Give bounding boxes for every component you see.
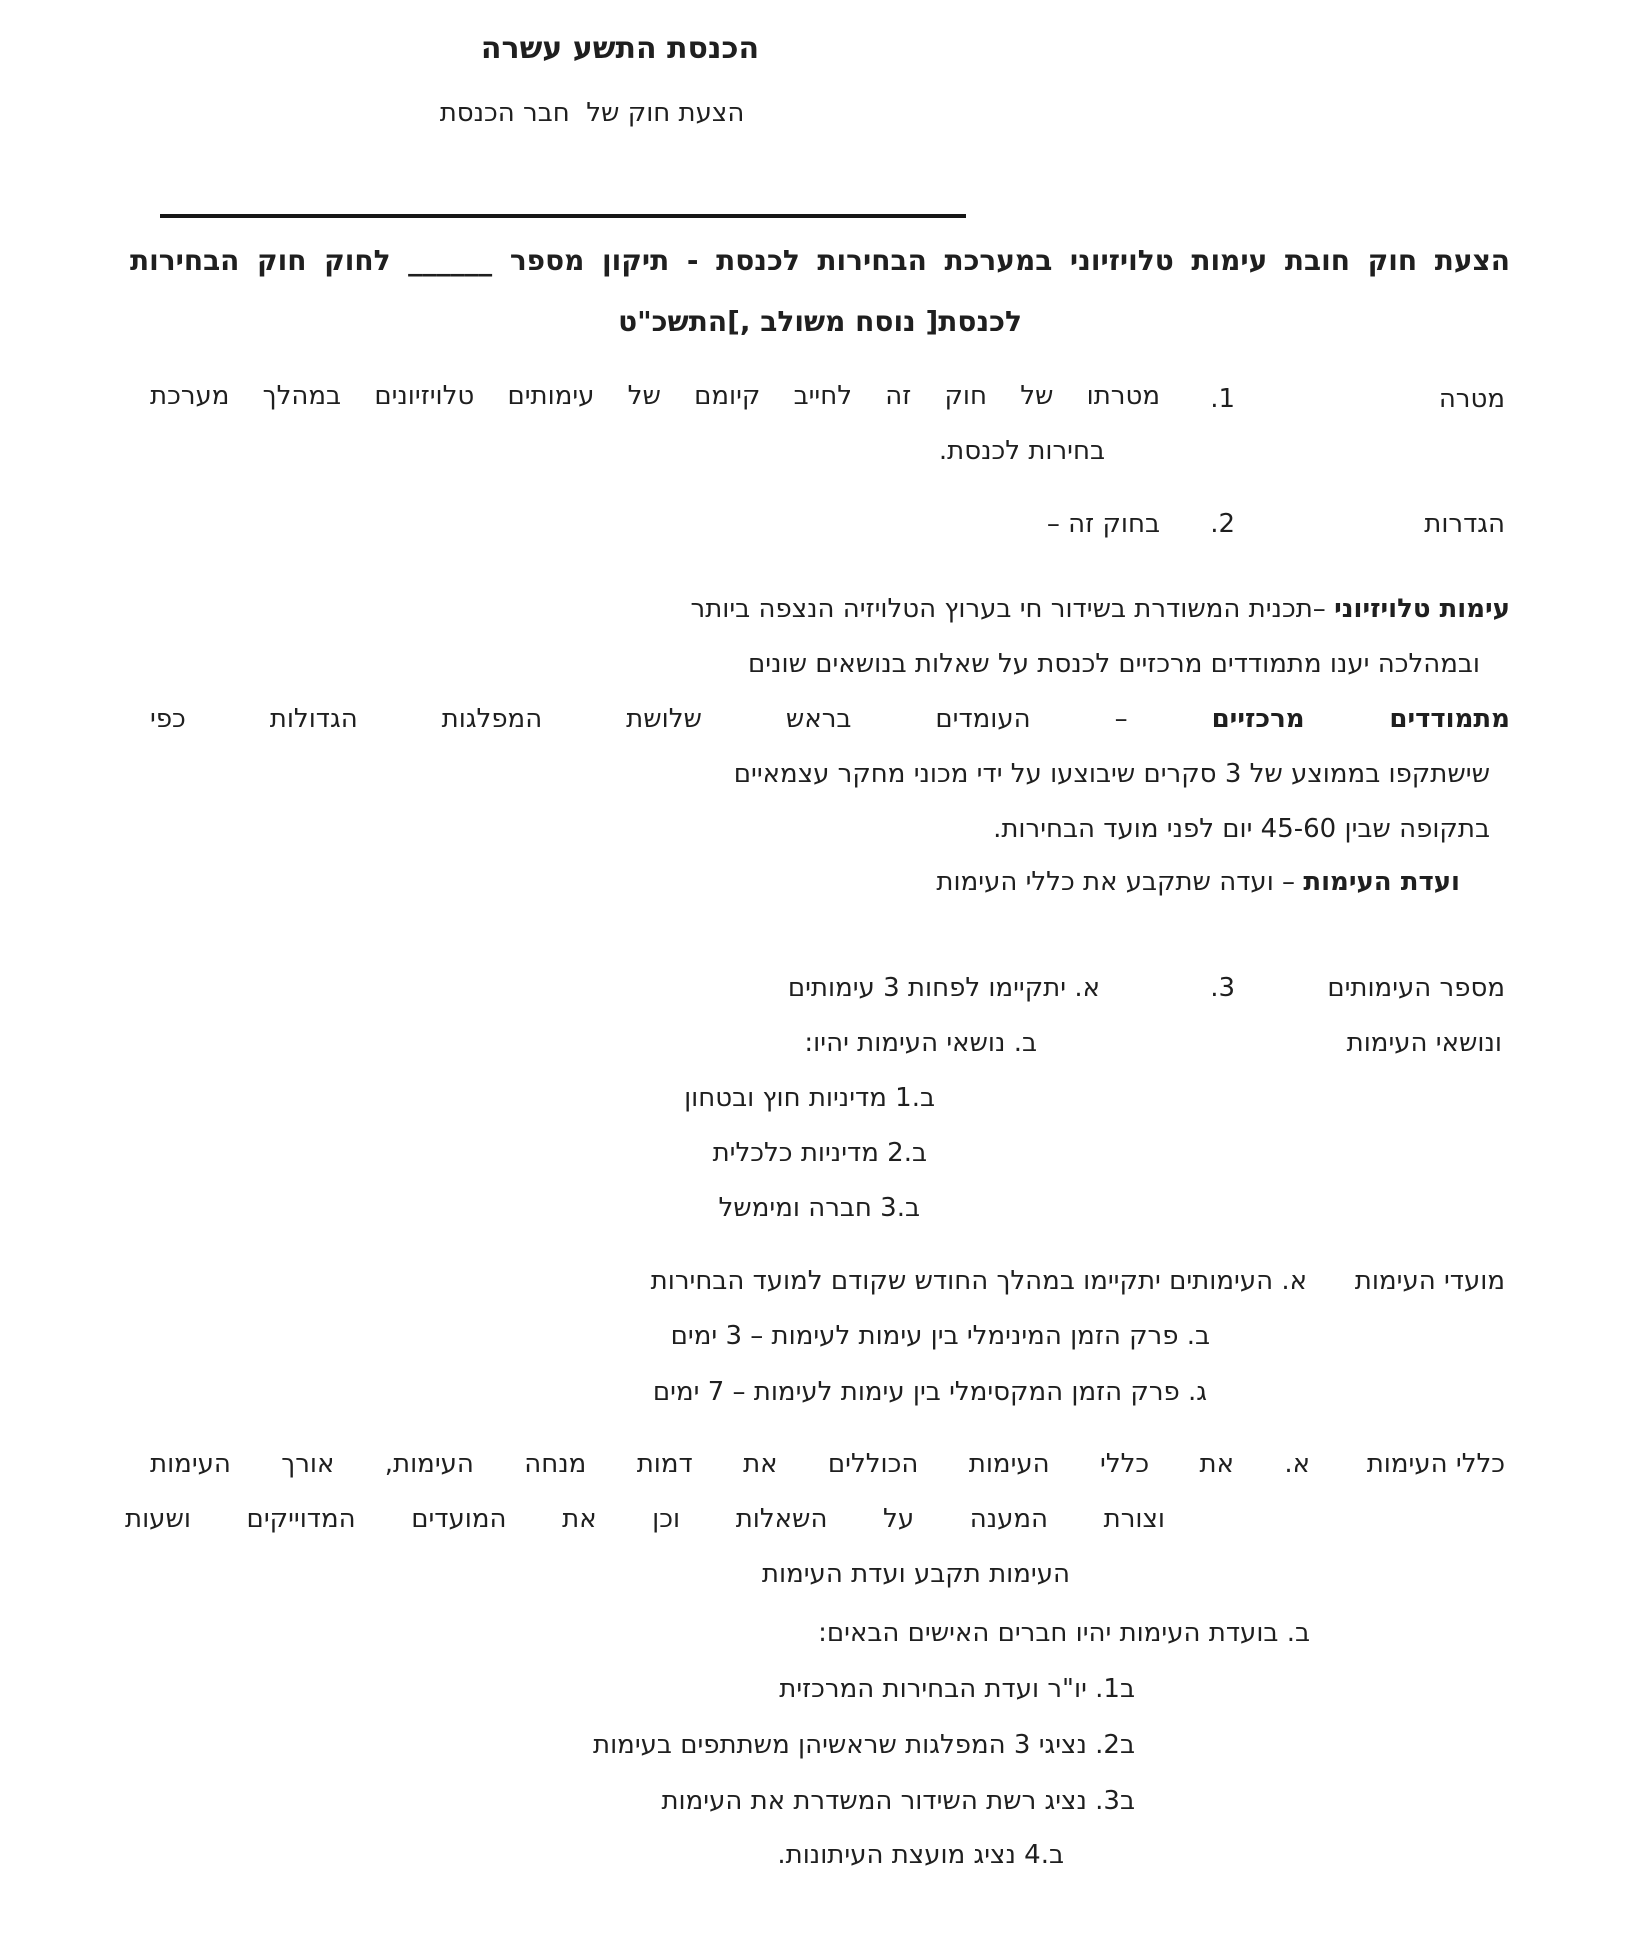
definition-text-candidates: – העומדים בראש שלושת המפלגות הגדולות כפי	[150, 704, 1212, 734]
definition-term-tv-debate: עימות טלויזיוני	[1334, 594, 1510, 624]
schedule-item-a: א. העימותים יתקיימו במהלך החודש שקודם למועד הבחירות	[650, 1266, 1307, 1296]
definition-text-tv-debate: –תכנית המשודרת בשידור חי בערוץ הטלויזיה הנצפה ביותר	[690, 594, 1335, 624]
definition-tv-debate-line1	[691, 593, 1510, 626]
section-label-count-line2: ונושאי העימות	[1346, 1028, 1502, 1058]
rules-item-b2: ב2. נציגי 3 המפלגות שראשיהן משתתפים בעימות	[592, 1730, 1135, 1760]
schedule-item-b: ב. פרק הזמן המינימלי בין עימות לעימות – 3 ימים	[670, 1321, 1210, 1351]
count-item-a: א. יתקיימו לפחות 3 עימותים	[787, 973, 1100, 1003]
definition-term-candidates: מתמודדים מרכזיים	[1211, 704, 1510, 734]
count-item-b2: ב.2 מדיניות כלכלית	[712, 1138, 927, 1168]
schedule-item-g: ג. פרק הזמן המקסימלי בין עימות לעימות – 7 ימים	[652, 1377, 1207, 1407]
count-item-b1: ב.1 מדיניות חוץ ובטחון	[684, 1083, 935, 1113]
section-number-2: 2.	[1210, 509, 1235, 539]
definition-term-committee: ועדת העימות	[1303, 867, 1460, 897]
header-divider-line	[160, 214, 966, 218]
rules-item-a-line2: וצורת המענה על השאלות וכן את המועדים המדוייקים ושעות	[125, 1504, 1165, 1534]
bill-subtitle: הצעת חוק של חבר הכנסת	[439, 98, 745, 128]
section-label-rules: כללי העימות	[1366, 1449, 1505, 1479]
section-label-purpose: מטרה	[1438, 384, 1505, 414]
section-label-schedule: מועדי העימות	[1354, 1266, 1505, 1296]
section-label-count-line1: מספר העימותים	[1327, 973, 1505, 1003]
definition-candidates-line3: בתקופה שבין 45-60 יום לפני מועד הבחירות.	[993, 814, 1490, 844]
rules-item-b3: ב3. נציג רשת השידור המשדרת את העימות	[661, 1786, 1135, 1816]
knesset-header-title: הכנסת התשע עשרה	[480, 31, 760, 66]
section-number-3: 3.	[1210, 973, 1235, 1003]
bill-title-line2: לכנסת[ נוסח משולב ,]התשכ"ט	[618, 305, 1022, 338]
count-item-b3: ב.3 חברה ומימשל	[718, 1193, 920, 1223]
definition-tv-debate-line2: ובמהלכה יענו מתמודדים מרכזיים לכנסת על שאלות בנושאים שונים	[748, 649, 1480, 679]
purpose-text-line1: מטרתו של חוק זה לחייב קיומם של עימותים טלויזיונים במהלך מערכת	[150, 381, 1160, 411]
definition-candidates-line2: שישתקפו בממוצע של 3 סקרים שיבוצעו על ידי מכוני מחקר עצמאיים	[733, 759, 1490, 789]
purpose-text-line2: בחירות לכנסת.	[938, 436, 1105, 466]
definition-text-committee: – ועדה שתקבע את כללי העימות	[936, 867, 1304, 897]
section-number-1: 1.	[1210, 384, 1235, 414]
rules-item-b: ב. בועדת העימות יהיו חברים האישים הבאים:	[818, 1618, 1310, 1648]
definition-committee-line	[936, 866, 1460, 899]
rules-item-b4: ב.4 נציג מועצת העיתונות.	[777, 1840, 1064, 1870]
bill-title-line1: הצעת חוק חובת עימות טלויזיוני במערכת הבחירות לכנסת - תיקון מספר ______ לחוק חוק הבחירות	[130, 244, 1510, 277]
rules-item-a-line1: א. את כללי העימות הכוללים את דמות מנחה העימות, אורך העימות	[150, 1449, 1310, 1479]
count-item-b: ב. נושאי העימות יהיו:	[804, 1028, 1037, 1058]
rules-item-b1: ב1. יו"ר ועדת הבחירות המרכזית	[779, 1674, 1135, 1704]
definition-candidates-line1	[150, 703, 1510, 736]
rules-item-a-line3: העימות תקבע ועדת העימות	[761, 1559, 1070, 1589]
definitions-intro: בחוק זה –	[1046, 509, 1160, 539]
section-label-definitions: הגדרות	[1424, 509, 1505, 539]
